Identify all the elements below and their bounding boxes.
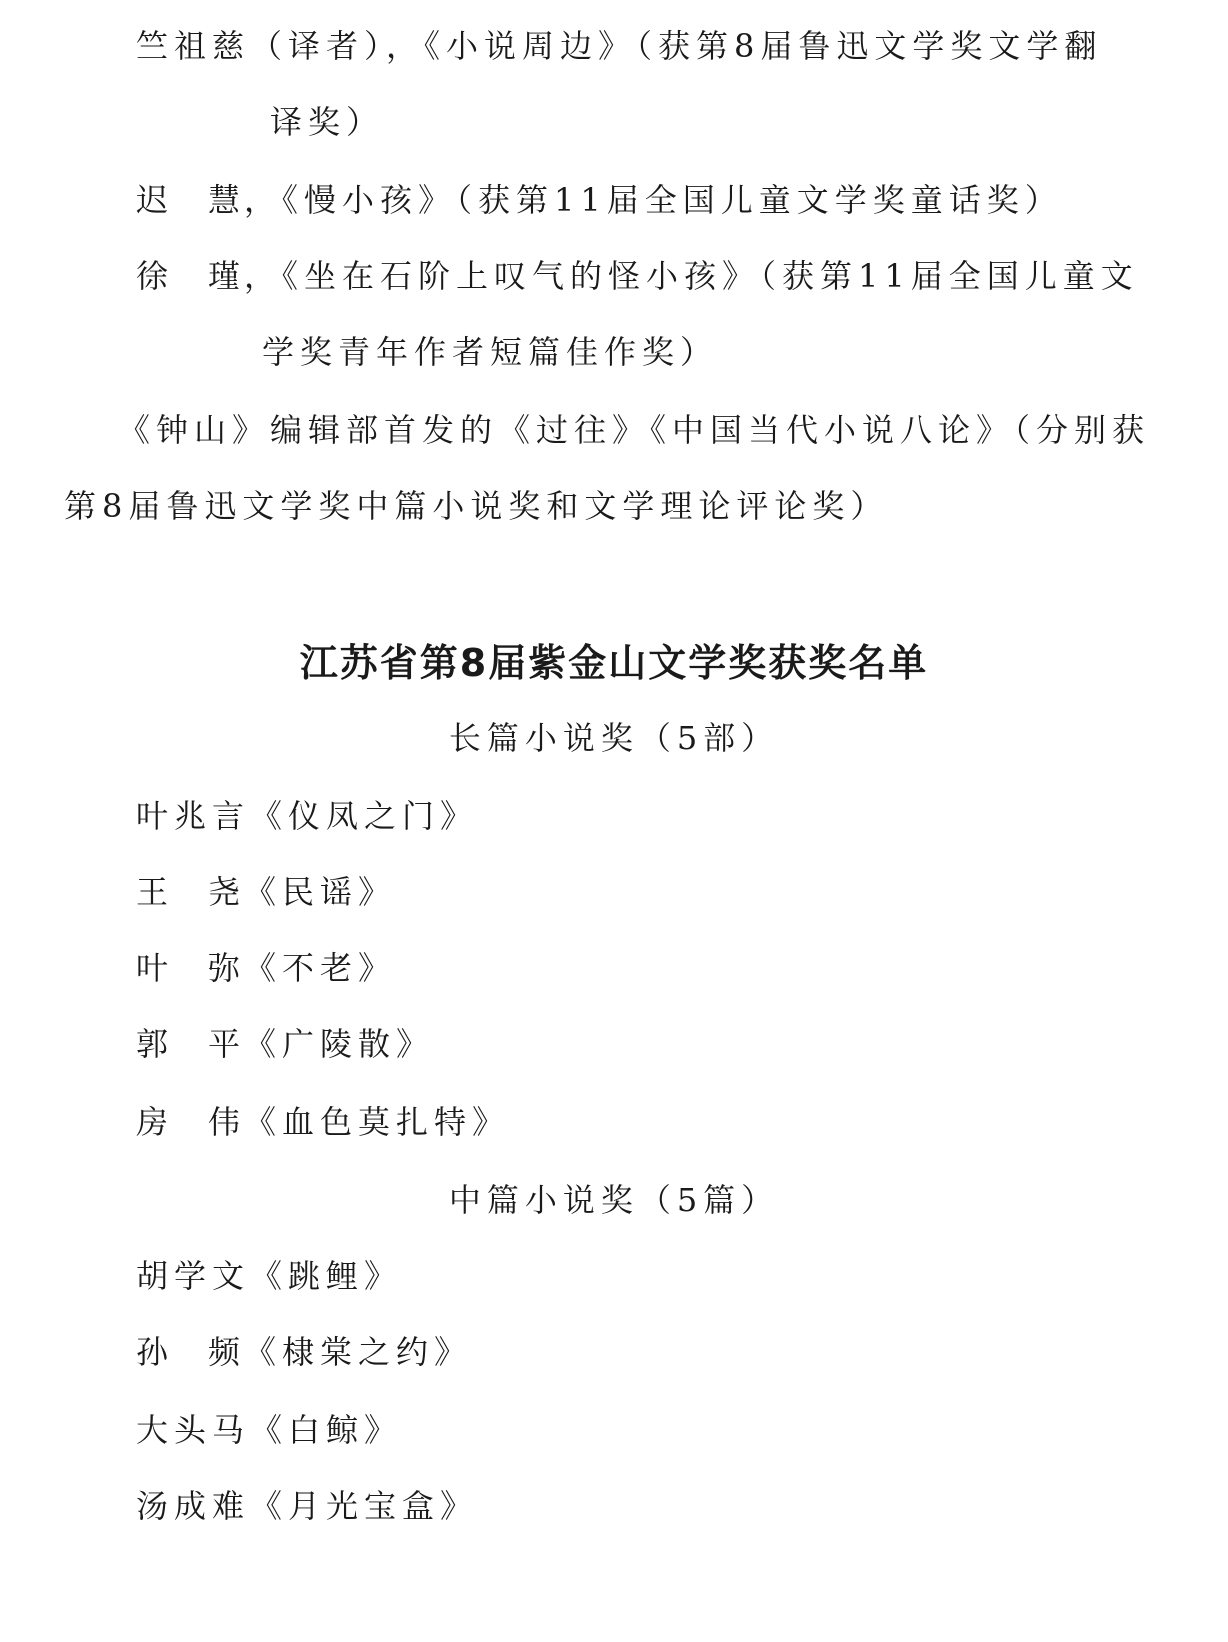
author-name: 郭平 bbox=[136, 1025, 281, 1063]
work-title: 《跳鲤》 bbox=[250, 1257, 403, 1295]
list-item bbox=[136, 796, 478, 836]
author-name: 孙频 bbox=[136, 1333, 281, 1371]
novella-section-heading: 中篇小说奖（5篇） bbox=[448, 1181, 780, 1219]
author-name: 胡学文 bbox=[136, 1257, 251, 1295]
list-item bbox=[136, 1256, 402, 1296]
list-item bbox=[136, 948, 396, 988]
work-title: 《血色莫扎特》 bbox=[244, 1103, 511, 1141]
list-item bbox=[136, 1332, 472, 1372]
author-name: 王尧 bbox=[136, 873, 281, 911]
award-description: ，《慢小孩》（获第11届全国儿童文学奖童话奖） bbox=[244, 181, 1063, 219]
author-name: 徐瑾 bbox=[136, 257, 281, 295]
zhongshan-note-line-1: 《钟山》编辑部首发的《过往》《中国当代小说八论》（分别获 bbox=[118, 411, 1151, 449]
award-entry-zhu-zuci bbox=[136, 26, 1102, 66]
author-name: 竺祖慈 bbox=[136, 27, 251, 65]
author-name: 房伟 bbox=[136, 1103, 281, 1141]
award-entry-chi-hui bbox=[136, 180, 1063, 220]
author-name: 迟慧 bbox=[136, 181, 281, 219]
author-name: 汤成难 bbox=[136, 1487, 251, 1525]
work-title: 《棣棠之约》 bbox=[244, 1333, 473, 1371]
work-title: 《民谣》 bbox=[244, 873, 397, 911]
list-item bbox=[136, 1486, 478, 1526]
work-title: 《白鲸》 bbox=[250, 1411, 403, 1449]
work-title: 《广陵散》 bbox=[244, 1025, 435, 1063]
work-title: 《仪凤之门》 bbox=[250, 797, 479, 835]
award-entry-continuation: 译奖） bbox=[270, 103, 385, 141]
author-name: 叶兆言 bbox=[136, 797, 251, 835]
list-item bbox=[136, 1024, 434, 1064]
award-list-title: 江苏省第8届紫金山文学奖获奖名单 bbox=[299, 641, 929, 685]
novel-section-heading: 长篇小说奖（5部） bbox=[448, 719, 780, 757]
zhongshan-note-line-2: 第8届鲁迅文学奖中篇小说奖和文学理论评论奖） bbox=[64, 487, 889, 525]
award-entry-xu-jin bbox=[136, 256, 1139, 296]
author-name: 大头马 bbox=[136, 1411, 251, 1449]
list-item bbox=[136, 1102, 510, 1142]
list-item bbox=[136, 872, 396, 912]
award-description: （译者），《小说周边》（获第8届鲁迅文学奖文学翻 bbox=[250, 27, 1103, 65]
work-title: 《月光宝盒》 bbox=[250, 1487, 479, 1525]
author-name: 叶弥 bbox=[136, 949, 281, 987]
award-entry-continuation: 学奖青年作者短篇佳作奖） bbox=[262, 333, 719, 371]
award-description: ，《坐在石阶上叹气的怪小孩》（获第11届全国儿童文 bbox=[244, 257, 1139, 295]
work-title: 《不老》 bbox=[244, 949, 397, 987]
list-item bbox=[136, 1410, 402, 1450]
